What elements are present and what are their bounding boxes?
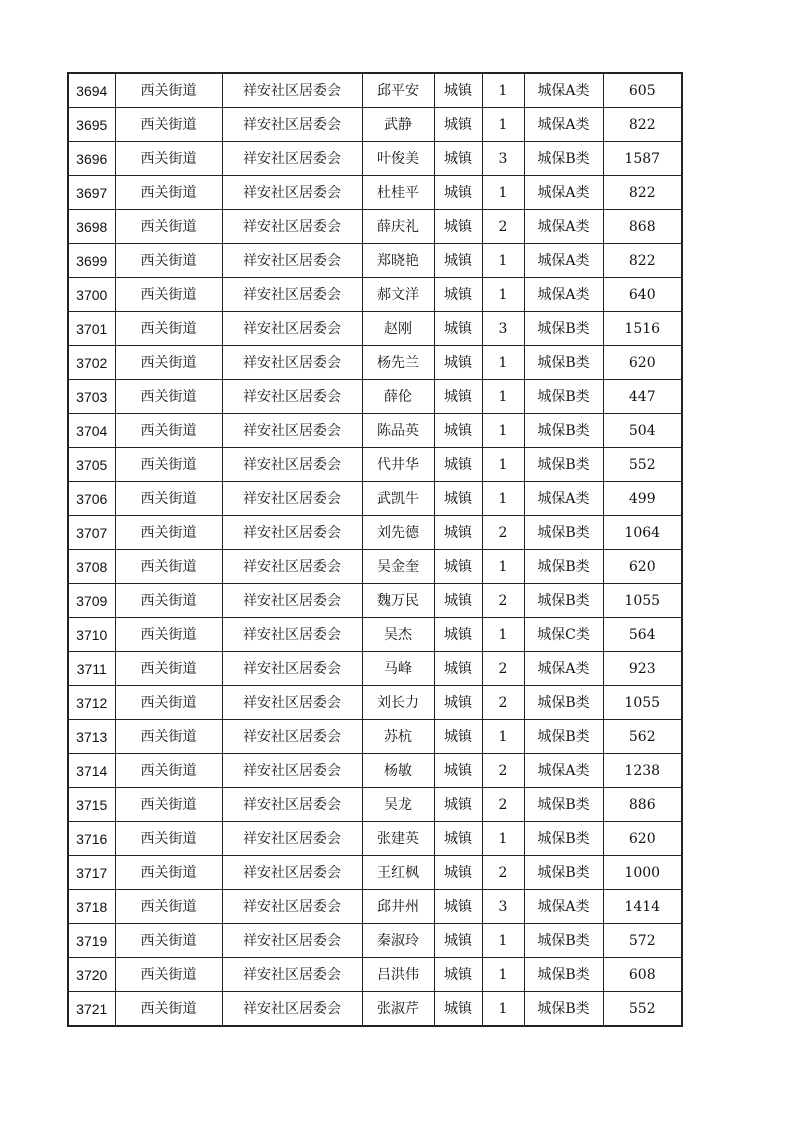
community-committee-cell: 祥安社区居委会 <box>222 890 362 924</box>
family-members-cell: 1 <box>482 550 524 584</box>
subsidy-amount-cell: 1516 <box>603 312 682 346</box>
table-row <box>68 992 682 1027</box>
record-id-cell: 3702 <box>68 346 115 380</box>
roster-table <box>67 72 683 1027</box>
community-committee-cell: 祥安社区居委会 <box>222 924 362 958</box>
family-members-cell: 1 <box>482 380 524 414</box>
insurance-category-cell: 城保A类 <box>524 754 603 788</box>
street-office-cell: 西关街道 <box>115 414 222 448</box>
table-row <box>68 584 682 618</box>
street-office-cell: 西关街道 <box>115 890 222 924</box>
family-members-cell: 1 <box>482 924 524 958</box>
person-name-cell: 马峰 <box>362 652 434 686</box>
record-id-cell: 3698 <box>68 210 115 244</box>
family-members-cell: 1 <box>482 346 524 380</box>
subsidy-amount-cell: 447 <box>603 380 682 414</box>
street-office-cell: 西关街道 <box>115 108 222 142</box>
person-name-cell: 苏杭 <box>362 720 434 754</box>
household-type-cell: 城镇 <box>434 686 482 720</box>
household-type-cell: 城镇 <box>434 992 482 1027</box>
household-type-cell: 城镇 <box>434 890 482 924</box>
community-committee-cell: 祥安社区居委会 <box>222 720 362 754</box>
street-office-cell: 西关街道 <box>115 822 222 856</box>
insurance-category-cell: 城保A类 <box>524 210 603 244</box>
community-committee-cell: 祥安社区居委会 <box>222 244 362 278</box>
insurance-category-cell: 城保A类 <box>524 652 603 686</box>
record-id-cell: 3694 <box>68 73 115 108</box>
insurance-category-cell: 城保B类 <box>524 992 603 1027</box>
household-type-cell: 城镇 <box>434 380 482 414</box>
street-office-cell: 西关街道 <box>115 788 222 822</box>
street-office-cell: 西关街道 <box>115 924 222 958</box>
table-row <box>68 958 682 992</box>
insurance-category-cell: 城保A类 <box>524 278 603 312</box>
record-id-cell: 3712 <box>68 686 115 720</box>
record-id-cell: 3705 <box>68 448 115 482</box>
record-id-cell: 3718 <box>68 890 115 924</box>
person-name-cell: 杜桂平 <box>362 176 434 210</box>
record-id-cell: 3703 <box>68 380 115 414</box>
household-type-cell: 城镇 <box>434 924 482 958</box>
street-office-cell: 西关街道 <box>115 720 222 754</box>
subsidy-amount-cell: 822 <box>603 176 682 210</box>
household-type-cell: 城镇 <box>434 73 482 108</box>
insurance-category-cell: 城保B类 <box>524 822 603 856</box>
subsidy-amount-cell: 620 <box>603 822 682 856</box>
person-name-cell: 武凯牛 <box>362 482 434 516</box>
insurance-category-cell: 城保A类 <box>524 108 603 142</box>
community-committee-cell: 祥安社区居委会 <box>222 958 362 992</box>
community-committee-cell: 祥安社区居委会 <box>222 380 362 414</box>
person-name-cell: 武静 <box>362 108 434 142</box>
person-name-cell: 刘先德 <box>362 516 434 550</box>
household-type-cell: 城镇 <box>434 142 482 176</box>
table-row <box>68 380 682 414</box>
family-members-cell: 1 <box>482 414 524 448</box>
street-office-cell: 西关街道 <box>115 142 222 176</box>
community-committee-cell: 祥安社区居委会 <box>222 584 362 618</box>
table-row <box>68 414 682 448</box>
table-row <box>68 788 682 822</box>
community-committee-cell: 祥安社区居委会 <box>222 652 362 686</box>
person-name-cell: 杨先兰 <box>362 346 434 380</box>
insurance-category-cell: 城保B类 <box>524 550 603 584</box>
household-type-cell: 城镇 <box>434 516 482 550</box>
family-members-cell: 1 <box>482 822 524 856</box>
person-name-cell: 赵刚 <box>362 312 434 346</box>
household-type-cell: 城镇 <box>434 652 482 686</box>
household-type-cell: 城镇 <box>434 244 482 278</box>
insurance-category-cell: 城保B类 <box>524 142 603 176</box>
street-office-cell: 西关街道 <box>115 958 222 992</box>
subsidy-amount-cell: 620 <box>603 346 682 380</box>
insurance-category-cell: 城保B类 <box>524 720 603 754</box>
family-members-cell: 1 <box>482 992 524 1027</box>
table-row <box>68 176 682 210</box>
person-name-cell: 邱井州 <box>362 890 434 924</box>
record-id-cell: 3697 <box>68 176 115 210</box>
household-type-cell: 城镇 <box>434 754 482 788</box>
person-name-cell: 叶俊美 <box>362 142 434 176</box>
street-office-cell: 西关街道 <box>115 244 222 278</box>
subsidy-amount-cell: 822 <box>603 244 682 278</box>
record-id-cell: 3710 <box>68 618 115 652</box>
person-name-cell: 吴杰 <box>362 618 434 652</box>
street-office-cell: 西关街道 <box>115 652 222 686</box>
household-type-cell: 城镇 <box>434 482 482 516</box>
community-committee-cell: 祥安社区居委会 <box>222 788 362 822</box>
record-id-cell: 3701 <box>68 312 115 346</box>
person-name-cell: 郝文洋 <box>362 278 434 312</box>
subsidy-amount-cell: 640 <box>603 278 682 312</box>
household-type-cell: 城镇 <box>434 108 482 142</box>
subsidy-amount-cell: 886 <box>603 788 682 822</box>
insurance-category-cell: 城保B类 <box>524 312 603 346</box>
subsidy-amount-cell: 605 <box>603 73 682 108</box>
person-name-cell: 张建英 <box>362 822 434 856</box>
street-office-cell: 西关街道 <box>115 176 222 210</box>
household-type-cell: 城镇 <box>434 346 482 380</box>
family-members-cell: 2 <box>482 210 524 244</box>
person-name-cell: 薛伦 <box>362 380 434 414</box>
table-row <box>68 822 682 856</box>
community-committee-cell: 祥安社区居委会 <box>222 108 362 142</box>
record-id-cell: 3696 <box>68 142 115 176</box>
family-members-cell: 1 <box>482 244 524 278</box>
family-members-cell: 3 <box>482 142 524 176</box>
subsidy-amount-cell: 504 <box>603 414 682 448</box>
person-name-cell: 张淑芹 <box>362 992 434 1027</box>
insurance-category-cell: 城保B类 <box>524 924 603 958</box>
subsidy-amount-cell: 552 <box>603 448 682 482</box>
household-type-cell: 城镇 <box>434 958 482 992</box>
street-office-cell: 西关街道 <box>115 346 222 380</box>
record-id-cell: 3711 <box>68 652 115 686</box>
table-row <box>68 278 682 312</box>
family-members-cell: 1 <box>482 618 524 652</box>
subsidy-amount-cell: 620 <box>603 550 682 584</box>
household-type-cell: 城镇 <box>434 788 482 822</box>
insurance-category-cell: 城保C类 <box>524 618 603 652</box>
subsidy-amount-cell: 868 <box>603 210 682 244</box>
table-row <box>68 108 682 142</box>
insurance-category-cell: 城保A类 <box>524 482 603 516</box>
table-row <box>68 652 682 686</box>
subsidy-amount-cell: 562 <box>603 720 682 754</box>
person-name-cell: 代井华 <box>362 448 434 482</box>
community-committee-cell: 祥安社区居委会 <box>222 482 362 516</box>
family-members-cell: 2 <box>482 856 524 890</box>
street-office-cell: 西关街道 <box>115 73 222 108</box>
record-id-cell: 3720 <box>68 958 115 992</box>
table-row <box>68 924 682 958</box>
person-name-cell: 吕洪伟 <box>362 958 434 992</box>
household-type-cell: 城镇 <box>434 312 482 346</box>
household-type-cell: 城镇 <box>434 278 482 312</box>
family-members-cell: 2 <box>482 788 524 822</box>
street-office-cell: 西关街道 <box>115 618 222 652</box>
family-members-cell: 1 <box>482 278 524 312</box>
record-id-cell: 3707 <box>68 516 115 550</box>
household-type-cell: 城镇 <box>434 720 482 754</box>
household-type-cell: 城镇 <box>434 618 482 652</box>
table-row <box>68 73 682 108</box>
community-committee-cell: 祥安社区居委会 <box>222 618 362 652</box>
table-row <box>68 482 682 516</box>
community-committee-cell: 祥安社区居委会 <box>222 142 362 176</box>
table-row <box>68 856 682 890</box>
person-name-cell: 邱平安 <box>362 73 434 108</box>
table-row <box>68 686 682 720</box>
record-id-cell: 3708 <box>68 550 115 584</box>
community-committee-cell: 祥安社区居委会 <box>222 176 362 210</box>
record-id-cell: 3717 <box>68 856 115 890</box>
record-id-cell: 3721 <box>68 992 115 1027</box>
table-row <box>68 618 682 652</box>
family-members-cell: 2 <box>482 686 524 720</box>
household-type-cell: 城镇 <box>434 448 482 482</box>
table-row <box>68 754 682 788</box>
insurance-category-cell: 城保B类 <box>524 788 603 822</box>
person-name-cell: 王红枫 <box>362 856 434 890</box>
table-row <box>68 142 682 176</box>
family-members-cell: 1 <box>482 482 524 516</box>
person-name-cell: 秦淑玲 <box>362 924 434 958</box>
household-type-cell: 城镇 <box>434 414 482 448</box>
insurance-category-cell: 城保B类 <box>524 958 603 992</box>
subsidy-amount-cell: 608 <box>603 958 682 992</box>
household-type-cell: 城镇 <box>434 210 482 244</box>
table-row <box>68 448 682 482</box>
community-committee-cell: 祥安社区居委会 <box>222 73 362 108</box>
table-row <box>68 210 682 244</box>
insurance-category-cell: 城保B类 <box>524 380 603 414</box>
subsidy-amount-cell: 1238 <box>603 754 682 788</box>
street-office-cell: 西关街道 <box>115 516 222 550</box>
subsidy-amount-cell: 564 <box>603 618 682 652</box>
household-type-cell: 城镇 <box>434 584 482 618</box>
subsidy-amount-cell: 822 <box>603 108 682 142</box>
insurance-category-cell: 城保A类 <box>524 890 603 924</box>
community-committee-cell: 祥安社区居委会 <box>222 312 362 346</box>
street-office-cell: 西关街道 <box>115 686 222 720</box>
record-id-cell: 3695 <box>68 108 115 142</box>
community-committee-cell: 祥安社区居委会 <box>222 856 362 890</box>
street-office-cell: 西关街道 <box>115 992 222 1027</box>
subsidy-amount-cell: 1055 <box>603 686 682 720</box>
community-committee-cell: 祥安社区居委会 <box>222 686 362 720</box>
household-type-cell: 城镇 <box>434 176 482 210</box>
family-members-cell: 1 <box>482 958 524 992</box>
person-name-cell: 吴金奎 <box>362 550 434 584</box>
record-id-cell: 3715 <box>68 788 115 822</box>
community-committee-cell: 祥安社区居委会 <box>222 550 362 584</box>
street-office-cell: 西关街道 <box>115 482 222 516</box>
person-name-cell: 陈品英 <box>362 414 434 448</box>
family-members-cell: 1 <box>482 73 524 108</box>
family-members-cell: 3 <box>482 312 524 346</box>
family-members-cell: 2 <box>482 754 524 788</box>
household-type-cell: 城镇 <box>434 550 482 584</box>
family-members-cell: 2 <box>482 584 524 618</box>
street-office-cell: 西关街道 <box>115 550 222 584</box>
record-id-cell: 3709 <box>68 584 115 618</box>
table-row <box>68 244 682 278</box>
community-committee-cell: 祥安社区居委会 <box>222 414 362 448</box>
insurance-category-cell: 城保B类 <box>524 516 603 550</box>
subsidy-amount-cell: 1587 <box>603 142 682 176</box>
street-office-cell: 西关街道 <box>115 380 222 414</box>
family-members-cell: 1 <box>482 108 524 142</box>
table-row <box>68 312 682 346</box>
community-committee-cell: 祥安社区居委会 <box>222 754 362 788</box>
insurance-category-cell: 城保B类 <box>524 856 603 890</box>
table-row <box>68 516 682 550</box>
community-committee-cell: 祥安社区居委会 <box>222 516 362 550</box>
record-id-cell: 3714 <box>68 754 115 788</box>
subsidy-amount-cell: 1055 <box>603 584 682 618</box>
table-row <box>68 346 682 380</box>
insurance-category-cell: 城保A类 <box>524 73 603 108</box>
street-office-cell: 西关街道 <box>115 754 222 788</box>
person-name-cell: 杨敏 <box>362 754 434 788</box>
community-committee-cell: 祥安社区居委会 <box>222 346 362 380</box>
insurance-category-cell: 城保B类 <box>524 448 603 482</box>
record-id-cell: 3716 <box>68 822 115 856</box>
community-committee-cell: 祥安社区居委会 <box>222 210 362 244</box>
family-members-cell: 2 <box>482 516 524 550</box>
subsidy-amount-cell: 572 <box>603 924 682 958</box>
community-committee-cell: 祥安社区居委会 <box>222 822 362 856</box>
community-committee-cell: 祥安社区居委会 <box>222 992 362 1027</box>
street-office-cell: 西关街道 <box>115 856 222 890</box>
family-members-cell: 3 <box>482 890 524 924</box>
street-office-cell: 西关街道 <box>115 584 222 618</box>
family-members-cell: 1 <box>482 720 524 754</box>
family-members-cell: 1 <box>482 448 524 482</box>
insurance-category-cell: 城保B类 <box>524 414 603 448</box>
insurance-category-cell: 城保B类 <box>524 686 603 720</box>
record-id-cell: 3699 <box>68 244 115 278</box>
subsidy-amount-cell: 552 <box>603 992 682 1027</box>
street-office-cell: 西关街道 <box>115 448 222 482</box>
table-row <box>68 720 682 754</box>
street-office-cell: 西关街道 <box>115 278 222 312</box>
table-row <box>68 550 682 584</box>
community-committee-cell: 祥安社区居委会 <box>222 278 362 312</box>
family-members-cell: 2 <box>482 652 524 686</box>
street-office-cell: 西关街道 <box>115 312 222 346</box>
record-id-cell: 3706 <box>68 482 115 516</box>
insurance-category-cell: 城保A类 <box>524 176 603 210</box>
subsidy-amount-cell: 499 <box>603 482 682 516</box>
record-id-cell: 3700 <box>68 278 115 312</box>
record-id-cell: 3713 <box>68 720 115 754</box>
person-name-cell: 郑晓艳 <box>362 244 434 278</box>
street-office-cell: 西关街道 <box>115 210 222 244</box>
subsidy-amount-cell: 1064 <box>603 516 682 550</box>
family-members-cell: 1 <box>482 176 524 210</box>
subsidy-amount-cell: 1000 <box>603 856 682 890</box>
roster-body <box>68 73 682 1026</box>
person-name-cell: 魏万民 <box>362 584 434 618</box>
person-name-cell: 刘长力 <box>362 686 434 720</box>
subsidy-amount-cell: 923 <box>603 652 682 686</box>
insurance-category-cell: 城保B类 <box>524 346 603 380</box>
household-type-cell: 城镇 <box>434 822 482 856</box>
community-committee-cell: 祥安社区居委会 <box>222 448 362 482</box>
household-type-cell: 城镇 <box>434 856 482 890</box>
table-row <box>68 890 682 924</box>
insurance-category-cell: 城保A类 <box>524 244 603 278</box>
record-id-cell: 3704 <box>68 414 115 448</box>
person-name-cell: 薛庆礼 <box>362 210 434 244</box>
insurance-category-cell: 城保B类 <box>524 584 603 618</box>
record-id-cell: 3719 <box>68 924 115 958</box>
subsidy-amount-cell: 1414 <box>603 890 682 924</box>
person-name-cell: 吴龙 <box>362 788 434 822</box>
